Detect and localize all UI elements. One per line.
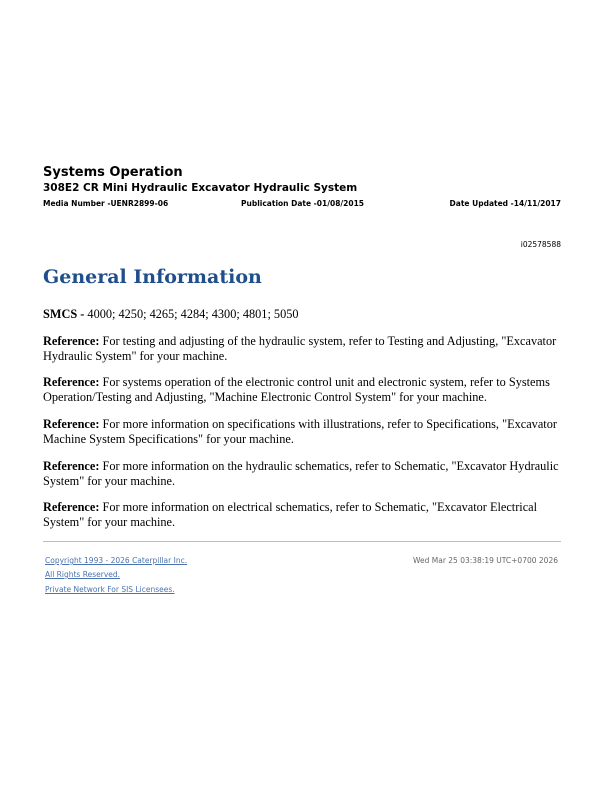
copyright-link[interactable]: Copyright 1993 - 2026 Caterpillar Inc.: [45, 556, 188, 565]
reference-paragraph: [43, 459, 563, 488]
reference-text: For more information on the hydraulic schematics, refer to Schematic, "Excavator Hydraulic System" for your machine.: [43, 459, 559, 488]
media-number: Media Number -UENR2899-06: [43, 199, 169, 208]
footer-timestamp: Wed Mar 25 03:38:19 UTC+0700 2026: [413, 556, 558, 565]
reference-text: For more information on electrical schematics, refer to Schematic, "Excavator Electrical System" for your machine.: [43, 500, 538, 529]
document-id: i02578588: [520, 240, 561, 249]
section-title: Systems Operation: [43, 165, 183, 180]
reference-paragraph: [43, 334, 563, 363]
publication-date: Publication Date -01/08/2015: [241, 199, 365, 208]
reference-text: For more information on specifications with illustrations, refer to Specifications, "Excavator Machine System Specifications" for your machine.: [43, 417, 557, 446]
private-network-link[interactable]: Private Network For SIS Licensees.: [45, 585, 175, 594]
reference-label: Reference:: [43, 417, 100, 431]
reference-paragraph: [43, 375, 563, 404]
reference-text: For testing and adjusting of the hydraulic system, refer to Testing and Adjusting, "Excavator Hydraulic System" for your machine.: [43, 334, 557, 363]
reference-label: Reference:: [43, 459, 100, 473]
reference-text: For systems operation of the electronic control unit and electronic system, refer to Systems Operation/Testing and Adjusting, "Machine Electronic Control System" for your machine.: [43, 375, 550, 404]
page-title: General Information: [43, 266, 262, 288]
date-updated: Date Updated -14/11/2017: [449, 199, 561, 208]
smcs-label: SMCS -: [43, 307, 88, 321]
reference-label: Reference:: [43, 500, 100, 514]
footer-divider: [43, 541, 561, 542]
model-title: 308E2 CR Mini Hydraulic Excavator Hydraulic System: [43, 182, 358, 194]
meta-row: [43, 199, 561, 211]
reference-paragraph: [43, 500, 563, 529]
smcs-codes: 4000; 4250; 4265; 4284; 4300; 4801; 5050: [87, 307, 299, 321]
reference-label: Reference:: [43, 375, 100, 389]
reference-paragraph: [43, 417, 563, 446]
smcs-line: [43, 307, 563, 322]
reference-label: Reference:: [43, 334, 100, 348]
rights-link[interactable]: All Rights Reserved.: [45, 570, 121, 579]
